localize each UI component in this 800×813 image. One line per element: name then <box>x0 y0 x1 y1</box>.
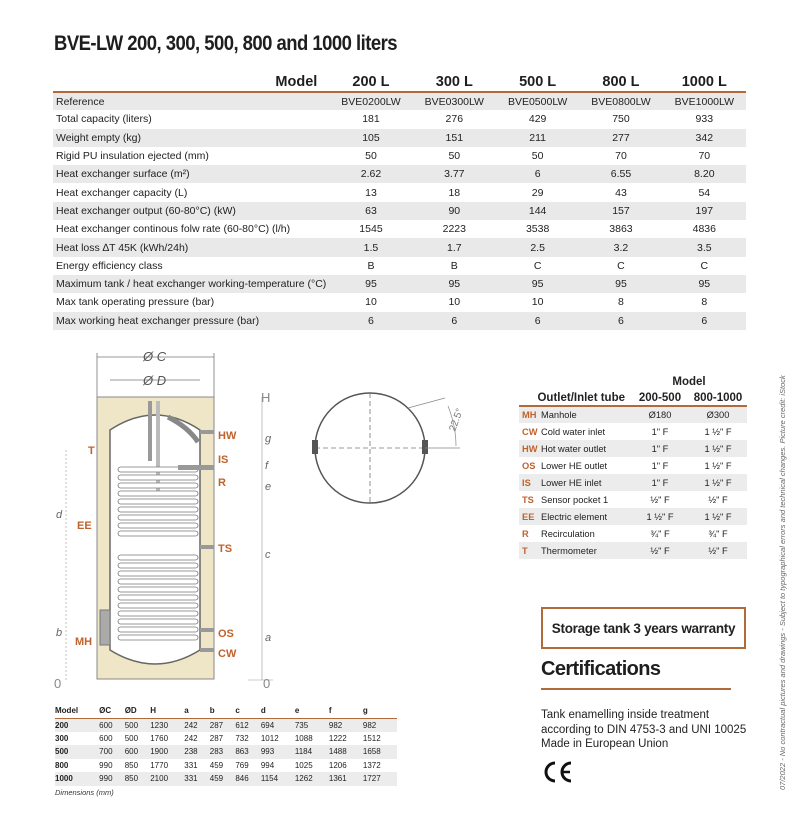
dims-cell: 287 <box>209 733 224 743</box>
spec-row <box>53 183 746 201</box>
spec-cell: 4836 <box>692 223 716 236</box>
outlet-cell-b: 1 ½" F <box>704 443 732 454</box>
outlet-cell-a: 1" F <box>651 426 669 437</box>
outlet-cell-a: 1" F <box>651 477 669 488</box>
outlet-table <box>519 374 747 559</box>
outlet-cell-code: CW <box>522 426 538 437</box>
dims-header: e <box>294 706 300 716</box>
spec-model-col: 500 L <box>519 73 557 90</box>
spec-cell: B <box>450 259 458 272</box>
dims-cell: 850 <box>124 774 139 784</box>
dims-cell: 200 <box>55 720 69 730</box>
dim-a: a <box>265 632 272 644</box>
spec-row <box>53 312 746 330</box>
outlet-col-label: Outlet/Inlet tube <box>537 391 625 404</box>
spec-cell: 8 <box>701 296 708 309</box>
spec-cell: 6 <box>368 314 374 327</box>
spec-model-col: 800 L <box>602 73 640 90</box>
spec-model-label: Model <box>275 73 318 90</box>
spec-cell: 6 <box>534 168 541 181</box>
spec-cell: 6 <box>618 314 624 327</box>
dimensions-note: Dimensions (mm) <box>55 788 114 797</box>
spec-cell: 95 <box>365 278 377 291</box>
outlet-cell-a: ½" F <box>650 545 670 556</box>
outlet-cell-code: R <box>522 528 529 539</box>
spec-cell: 6.55 <box>610 168 632 181</box>
dims-cell: 459 <box>209 774 224 784</box>
spec-cell: 3863 <box>609 223 633 236</box>
dims-row <box>55 772 397 786</box>
spec-row-label: Heat exchanger output (60-80°C) (kW) <box>56 204 236 217</box>
spec-row <box>53 293 746 311</box>
dims-cell: 283 <box>209 747 224 757</box>
dims-cell: 846 <box>235 774 249 784</box>
dims-cell: 1658 <box>362 747 381 757</box>
dims-cell: 331 <box>184 760 198 770</box>
spec-cell: 18 <box>448 186 461 199</box>
cert-line-3: Made in European Union <box>541 738 669 750</box>
outlet-cell-name: Hot water outlet <box>541 443 607 454</box>
spec-cell: 1545 <box>359 223 383 236</box>
outlet-cell-a: 1" F <box>651 443 669 454</box>
spec-cell: 429 <box>528 113 547 126</box>
spec-cell: 276 <box>445 113 464 126</box>
spec-cell: BVE0200LW <box>341 95 401 108</box>
outlet-row <box>519 474 747 491</box>
dims-header: Model <box>55 706 79 716</box>
dims-cell: 459 <box>209 760 224 770</box>
spec-cell: BVE1000LW <box>674 95 734 108</box>
outlet-row <box>519 525 747 542</box>
outlet-row <box>519 508 747 525</box>
dims-header: H <box>150 706 157 716</box>
ce-mark-icon <box>541 760 575 784</box>
spec-cell: 157 <box>612 204 630 217</box>
spec-cell: 750 <box>612 113 630 126</box>
spec-cell: 933 <box>695 113 714 126</box>
dims-cell: 1184 <box>294 747 313 757</box>
warranty-box: Storage tank 3 years warranty <box>541 607 746 649</box>
spec-row-label: Total capacity (liters) <box>56 113 152 126</box>
dims-cell: 1770 <box>150 760 169 770</box>
dims-cell: 600 <box>99 720 113 730</box>
dims-cell: 1230 <box>150 720 169 730</box>
outlet-cell-a: 1" F <box>651 460 669 471</box>
spec-cell: C <box>700 259 709 272</box>
outlet-cell-a: Ø180 <box>648 410 672 420</box>
outlet-cell-a: 1 ½" F <box>646 511 674 522</box>
dim-d: d <box>56 509 63 521</box>
dims-row <box>55 759 397 773</box>
spec-header-row <box>53 72 746 92</box>
spec-cell: 6 <box>534 314 541 327</box>
spec-cell: 1.5 <box>363 241 379 254</box>
spec-row <box>53 147 746 165</box>
spec-cell: 105 <box>362 131 380 144</box>
spec-model-col: 200 L <box>352 73 390 90</box>
dims-cell: 1900 <box>150 747 169 757</box>
dims-header: d <box>260 706 266 716</box>
spec-cell: BVE0500LW <box>507 95 568 108</box>
outlet-cell-name: Thermometer <box>541 545 597 556</box>
spec-cell: 8.20 <box>694 168 715 181</box>
dims-cell: 600 <box>124 747 139 757</box>
tank-top-view <box>300 388 470 508</box>
dims-header: c <box>235 706 240 716</box>
dims-cell: 982 <box>362 720 377 730</box>
outlet-cell-a: ½" F <box>650 494 670 505</box>
outlet-cell-b: 1 ½" F <box>704 426 732 437</box>
outlet-cell-b: 1 ½" F <box>704 511 732 522</box>
spec-cell: 6 <box>701 314 708 327</box>
spec-cell: 10 <box>365 296 377 309</box>
spec-row <box>53 129 746 147</box>
spec-row-label: Maximum tank / heat exchanger working-temperature (°C) <box>56 278 327 291</box>
dims-cell: 1088 <box>294 733 313 743</box>
dims-header: ØC <box>99 706 112 716</box>
outlet-cell-code: TS <box>522 494 534 505</box>
outlet-cell-code: HW <box>522 443 538 454</box>
dim-e: e <box>265 481 272 493</box>
spec-cell: 211 <box>529 131 546 144</box>
dims-row <box>55 745 397 759</box>
dims-cell: 769 <box>235 760 249 770</box>
outlet-cell-b: Ø300 <box>706 410 730 420</box>
spec-table <box>53 72 746 330</box>
spec-cell: 29 <box>531 186 544 199</box>
dims-cell: 1262 <box>294 774 313 784</box>
dims-cell: 238 <box>184 747 198 757</box>
spec-cell: 197 <box>695 204 714 217</box>
outlet-cell-b: ½" F <box>708 494 728 505</box>
dims-cell: 990 <box>99 760 113 770</box>
spec-cell: B <box>367 259 375 272</box>
spec-row <box>53 202 746 220</box>
certifications-divider <box>541 688 731 690</box>
dims-cell: 863 <box>235 747 249 757</box>
outlet-cell-code: MH <box>522 410 537 420</box>
dims-cell: 500 <box>124 720 139 730</box>
spec-cell: C <box>533 259 542 272</box>
outlet-cell-code: OS <box>522 460 536 471</box>
outlet-cell-name: Lower HE outlet <box>541 460 608 471</box>
dims-cell: 242 <box>184 720 198 730</box>
dims-cell: 300 <box>55 733 69 743</box>
spec-cell: 70 <box>698 150 711 163</box>
outlet-row <box>519 423 747 440</box>
dims-cell: 2100 <box>150 774 169 784</box>
spec-row-label: Weight empty (kg) <box>56 131 141 144</box>
tank-drawing <box>48 345 280 690</box>
dims-cell: 612 <box>235 720 249 730</box>
diameter-c-label: Ø C <box>143 349 167 364</box>
outlet-col-b: 800-1000 <box>693 391 743 404</box>
dims-cell: 1012 <box>260 733 279 743</box>
spec-row <box>53 165 746 183</box>
spec-row <box>53 238 746 256</box>
outlet-cell-name: Lower HE inlet <box>541 477 602 488</box>
dims-cell: 1760 <box>150 733 169 743</box>
spec-cell: 151 <box>445 131 464 144</box>
outlet-cell-code: IS <box>522 477 531 488</box>
spec-cell: 2.62 <box>360 168 382 181</box>
outlet-cell-name: Cold water inlet <box>541 426 606 437</box>
outlet-row <box>519 457 747 474</box>
spec-cell: 54 <box>698 186 711 199</box>
spec-cell: 63 <box>365 204 377 217</box>
spec-cell: 3538 <box>525 223 550 236</box>
outlet-cell-a: ¾" F <box>650 528 670 539</box>
diameter-d-label: Ø D <box>143 373 167 388</box>
spec-cell: 6 <box>451 314 458 327</box>
spec-cell: 70 <box>615 150 627 163</box>
outlet-cell-code: T <box>522 545 528 556</box>
dims-cell: 850 <box>124 760 139 770</box>
spec-cell: 90 <box>448 204 461 217</box>
spec-cell: 342 <box>695 131 714 144</box>
dims-header: f <box>328 706 332 716</box>
dims-cell: 1361 <box>328 774 347 784</box>
outlet-cell-b: 1 ½" F <box>704 460 732 471</box>
spec-row-label: Max working heat exchanger pressure (bar) <box>56 314 260 327</box>
spec-cell: 8 <box>618 296 624 309</box>
spec-cell: 2.5 <box>530 241 545 254</box>
dim-g: g <box>265 433 272 445</box>
dims-row <box>55 732 397 746</box>
outlet-cell-b: ¾" F <box>708 528 728 539</box>
spec-cell: C <box>617 259 625 272</box>
dims-header: b <box>209 706 215 716</box>
spec-cell: 43 <box>615 186 627 199</box>
outlet-cell-name: Manhole <box>541 410 577 420</box>
outlet-cell-code: EE <box>522 511 535 522</box>
dims-cell: 735 <box>294 720 309 730</box>
spec-row-label: Heat loss ∆T 45K (kWh/24h) <box>56 241 189 254</box>
spec-cell: 95 <box>531 278 544 291</box>
dims-cell: 700 <box>99 747 113 757</box>
spec-model-col: 300 L <box>435 73 473 90</box>
dim-c: c <box>265 549 271 561</box>
cert-line-1: Tank enamelling inside treatment <box>541 709 710 721</box>
dims-cell: 1206 <box>328 760 347 770</box>
side-disclaimer: 07/2022 - No contractual pictures and drawings - Subject to typographical errors and technical changes. Picture credit: iStock <box>778 375 787 790</box>
dims-cell: 990 <box>99 774 113 784</box>
label-EE: EE <box>77 520 92 532</box>
outlet-cell-name: Sensor pocket 1 <box>541 494 609 505</box>
dims-cell: 1727 <box>362 774 381 784</box>
outlet-cell-b: ½" F <box>708 545 728 556</box>
spec-row <box>53 257 746 275</box>
label-TS: TS <box>218 543 233 555</box>
spec-row-label: Heat exchanger surface (m²) <box>56 168 190 181</box>
dims-cell: 1512 <box>362 733 381 743</box>
dims-cell: 500 <box>124 733 139 743</box>
label-IS: IS <box>218 454 229 466</box>
label-T: T <box>88 445 95 457</box>
spec-cell: 95 <box>448 278 461 291</box>
spec-cell: 95 <box>615 278 627 291</box>
dims-cell: 331 <box>184 774 198 784</box>
spec-row <box>53 92 746 110</box>
spec-cell: 144 <box>528 204 547 217</box>
spec-row-label: Rigid PU insulation ejected (mm) <box>56 150 209 163</box>
spec-cell: 2223 <box>442 223 466 236</box>
dims-cell: 500 <box>55 747 69 757</box>
dims-row <box>55 718 397 732</box>
spec-model-col: 1000 L <box>681 73 727 90</box>
dim-H: H <box>261 390 271 405</box>
spec-cell: 10 <box>448 296 461 309</box>
spec-cell: 50 <box>531 150 544 163</box>
spec-cell: 3.5 <box>697 241 712 254</box>
spec-cell: BVE0300LW <box>424 95 484 108</box>
outlet-row <box>519 491 747 508</box>
outlet-cell-b: 1 ½" F <box>704 477 732 488</box>
dims-cell: 1000 <box>55 774 73 784</box>
label-OS: OS <box>218 628 234 640</box>
angle-label: 22.5° <box>447 407 466 433</box>
outlet-row <box>519 440 747 457</box>
dims-header: g <box>362 706 368 716</box>
spec-cell: 50 <box>448 150 461 163</box>
dims-header: a <box>184 706 189 716</box>
spec-cell: BVE0800LW <box>591 95 651 108</box>
dims-cell: 982 <box>328 720 343 730</box>
spec-cell: 3.77 <box>444 168 465 181</box>
dims-cell: 732 <box>235 733 249 743</box>
outlet-row <box>519 406 747 423</box>
spec-cell: 3.2 <box>613 241 629 254</box>
dims-cell: 994 <box>260 760 275 770</box>
label-R: R <box>218 477 226 489</box>
dims-cell: 993 <box>260 747 275 757</box>
dim-zero-right: 0 <box>263 676 271 690</box>
dims-cell: 242 <box>184 733 198 743</box>
dims-cell: 1025 <box>294 760 313 770</box>
outlet-cell-name: Recirculation <box>541 528 595 539</box>
spec-row-label: Energy efficiency class <box>56 259 163 272</box>
dims-cell: 1154 <box>260 774 279 784</box>
dims-cell: 1372 <box>362 760 381 770</box>
spec-cell: 13 <box>365 186 377 199</box>
spec-row-label: Reference <box>56 95 105 108</box>
dims-cell: 1222 <box>328 733 347 743</box>
certifications-text <box>541 708 771 752</box>
dim-zero-left: 0 <box>54 676 62 690</box>
outlet-row <box>519 542 747 559</box>
dims-cell: 800 <box>55 760 69 770</box>
spec-row <box>53 275 746 293</box>
label-MH: MH <box>75 636 93 648</box>
cert-line-2: according to DIN 4753-3 and UNI 10025 <box>541 723 747 736</box>
outlet-model-label: Model <box>672 376 706 388</box>
dims-cell: 287 <box>209 720 224 730</box>
dimension-table <box>55 704 397 786</box>
spec-row-label: Max tank operating pressure (bar) <box>56 296 215 309</box>
spec-cell: 10 <box>531 296 544 309</box>
dim-f: f <box>265 460 269 472</box>
spec-cell: 50 <box>365 150 377 163</box>
outlet-cell-name: Electric element <box>541 511 608 522</box>
label-CW: CW <box>218 648 237 660</box>
spec-cell: 181 <box>362 113 380 126</box>
label-HW: HW <box>218 430 237 442</box>
dim-b: b <box>56 627 63 639</box>
outlet-col-a: 200-500 <box>638 391 682 404</box>
spec-cell: 95 <box>698 278 711 291</box>
dims-cell: 694 <box>260 720 275 730</box>
certifications-title: Certifications <box>541 658 661 680</box>
spec-cell: 277 <box>612 131 630 144</box>
dims-cell: 600 <box>99 733 113 743</box>
spec-cell: 1.7 <box>447 241 462 254</box>
dims-header: ØD <box>124 706 137 716</box>
spec-row-label: Heat exchanger capacity (L) <box>56 186 188 199</box>
page-title: BVE-LW 200, 300, 500, 800 and 1000 liters <box>54 32 398 55</box>
dims-cell: 1488 <box>328 747 347 757</box>
spec-row <box>53 110 746 128</box>
spec-row <box>53 220 746 238</box>
spec-row-label: Heat exchanger continous folw rate (60-80°C) (l/h) <box>56 223 291 236</box>
